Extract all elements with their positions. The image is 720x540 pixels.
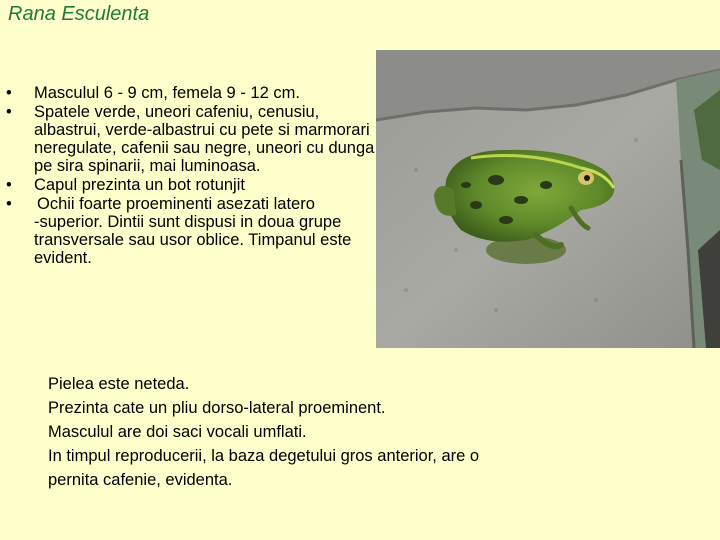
frog-photo bbox=[376, 50, 720, 348]
paragraph-line: Prezinta cate un pliu dorso-lateral proeminent. bbox=[48, 399, 386, 417]
paragraph-line: Pielea este neteda. bbox=[48, 375, 190, 393]
bullet-item-eyes bbox=[6, 195, 378, 267]
bullet-text-continued: -superior. Dintii sunt dispusi in doua grupe transversale sau usor oblice. Timpanul este evident. bbox=[34, 213, 352, 267]
paragraph-line: Masculul are doi saci vocali umflati. bbox=[48, 423, 307, 441]
bullet-item-size bbox=[6, 84, 378, 102]
bullet-item-head bbox=[6, 176, 378, 194]
paragraph-line: pernita cafenie, evidenta. bbox=[48, 471, 233, 489]
bullet-item-back-color bbox=[6, 103, 378, 175]
bullet-text: Spatele verde, uneori cafeniu, cenusiu, albastrui, verde-albastrui cu pete si marmorari neregulate, cafenii sau negre, uneori cu dunga pe sira spinarii, mai luminoasa. bbox=[34, 103, 375, 175]
page-title: Rana Esculenta bbox=[8, 3, 150, 25]
paragraph-line: In timpul reproducerii, la baza degetului gros anterior, are o bbox=[48, 447, 480, 465]
bullet-text: Capul prezinta un bot rotunjit bbox=[34, 176, 245, 194]
bullet-text: • Ochii foarte proeminenti asezati latero bbox=[37, 195, 315, 213]
bullet-text: Masculul 6 - 9 cm, femela 9 - 12 cm. bbox=[34, 84, 300, 102]
bullet-list bbox=[6, 84, 378, 268]
description-paragraph bbox=[48, 372, 648, 492]
